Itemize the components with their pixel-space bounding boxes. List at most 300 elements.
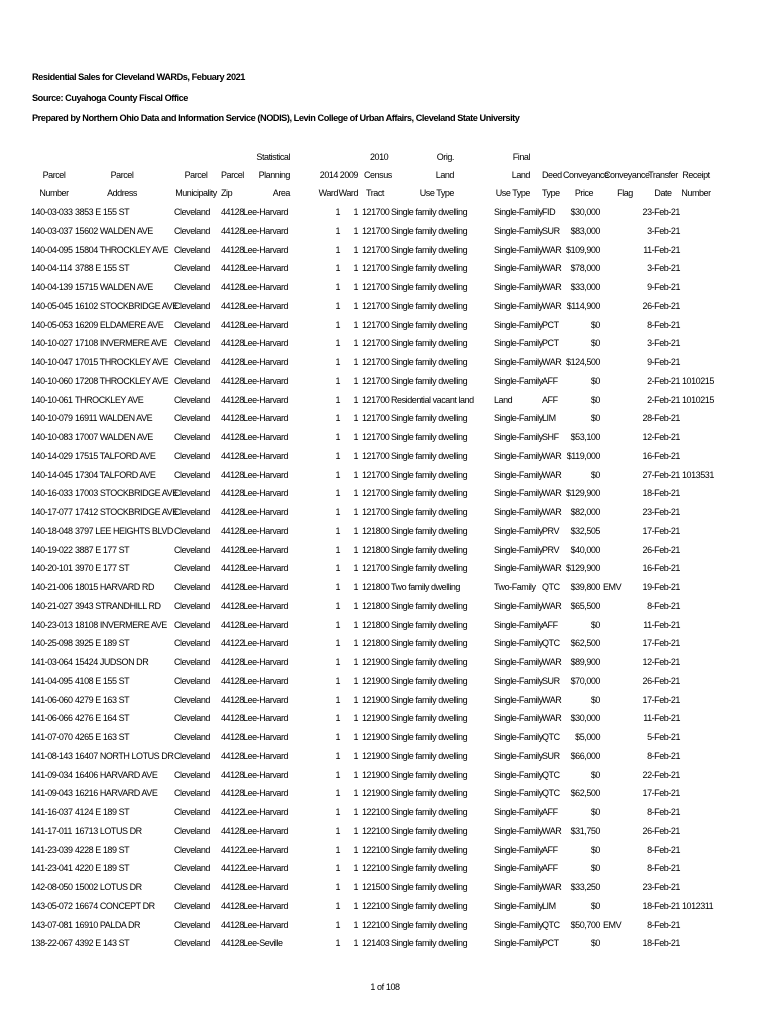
cell-final-land-use: Single-Family [494,600,543,611]
cell-ward-2014: 1 [335,619,340,630]
cell-ward-2014: 1 [335,825,340,836]
cell-conveyance-price: $66,000 [570,750,600,761]
cell-conveyance-price: $31,750 [570,825,600,836]
cell-planning-area: Lee-Harvard [243,432,289,442]
cell-conveyance-price: $114,900 [566,300,600,311]
cell-transfer-date: 8-Feb-21 [647,863,680,874]
cell-zip: 44128 [221,713,244,724]
cell-conveyance-flag: EMV [603,919,622,930]
cell-parcel-number: 140-20-101 [31,563,73,574]
cell-ward-2014: 1 [335,375,340,386]
cell-orig-land-use: Single family dwelling [391,282,468,292]
cell-zip: 44128 [221,563,244,574]
table-row [0,428,770,447]
cell-parcel-number: 141-06-060 [31,694,73,705]
cell-orig-land-use: Single family dwelling [391,207,468,217]
cell-parcel-number: 141-16-037 [31,807,73,817]
header-conveyance-flag: Conveyance Flag [604,170,650,198]
cell-parcel-address: 17208 THROCKLEY AVE [75,375,169,386]
cell-parcel-number: 143-05-072 [31,900,73,911]
cell-receipt-number: 1010215 [682,394,714,405]
cell-ward-2014: 1 [335,750,340,761]
cell-orig-land-use: Single family dwelling [391,525,468,536]
cell-parcel-number: 140-25-098 [31,638,73,649]
cell-orig-land-use: Single family dwelling [391,825,468,836]
cell-transfer-date: 11-Feb-21 [643,619,680,630]
cell-municipality: Cleveland [174,319,210,330]
cell-parcel-address: 17108 INVERMERE AVE [75,338,167,349]
cell-municipality: Cleveland [174,657,210,667]
cell-ward-2014: 1 [335,413,340,424]
cell-final-land-use: Single-Family [494,244,543,255]
cell-municipality: Cleveland [174,825,210,836]
cell-ward-2009: 1 [353,863,358,874]
cell-parcel-number: 140-03-033 [31,207,73,217]
cell-census-tract: 121700 [362,507,390,517]
cell-ward-2014: 1 [335,544,340,555]
cell-municipality: Cleveland [174,638,210,649]
cell-transfer-date: 9-Feb-21 [647,357,680,367]
cell-census-tract: 121800 [362,582,390,592]
cell-ward-2009: 1 [353,882,358,892]
cell-transfer-date: 26-Feb-21 [642,675,680,686]
cell-parcel-address: 16406 HARVARD AVE [75,769,158,780]
cell-conveyance-price: $33,250 [570,882,600,892]
cell-conveyance-price: $0 [590,863,600,874]
cell-deed-type: WAR [542,600,562,611]
cell-parcel-number: 141-23-039 [31,844,73,855]
cell-zip: 44122 [221,807,244,817]
cell-orig-land-use: Single family dwelling [391,657,468,667]
cell-deed-type: WAR [542,882,562,892]
cell-orig-land-use: Single family dwelling [391,619,468,630]
cell-ward-2009: 1 [353,582,358,592]
cell-conveyance-price: $0 [590,769,600,780]
cell-planning-area: Lee-Harvard [243,282,289,292]
cell-deed-type: QTC [542,638,560,649]
cell-final-land-use: Single-Family [494,300,543,311]
cell-transfer-date: 8-Feb-21 [647,600,680,611]
cell-final-land-use: Single-Family [494,807,543,817]
cell-ward-2009: 1 [353,357,358,367]
cell-municipality: Cleveland [174,807,210,817]
cell-conveyance-price: $0 [590,319,600,330]
cell-parcel-address: 17007 WALDEN AVE [75,432,153,442]
cell-deed-type: WAR [542,282,562,292]
table-row [0,316,770,335]
cell-planning-area: Lee-Harvard [243,225,289,236]
table-row [0,747,770,766]
cell-conveyance-price: $0 [590,844,600,855]
cell-municipality: Cleveland [174,432,210,442]
cell-municipality: Cleveland [174,713,210,724]
cell-orig-land-use: Single family dwelling [391,300,468,311]
cell-parcel-number: 140-04-114 [31,263,72,274]
cell-deed-type: SUR [542,750,560,761]
header-parcel-zip: Parcel Zip [221,170,244,198]
cell-planning-area: Lee-Harvard [243,300,289,311]
cell-conveyance-price: $0 [590,469,600,480]
cell-orig-land-use: Single family dwelling [391,919,468,930]
cell-deed-type: WAR [542,825,562,836]
cell-transfer-date: 8-Feb-21 [647,919,680,930]
cell-final-land-use: Single-Family [494,732,543,742]
cell-final-land-use: Single-Family [494,788,543,799]
report-source: Source: Cuyahoga County Fiscal Office [32,93,188,103]
cell-municipality: Cleveland [174,788,210,799]
cell-parcel-number: 140-21-027 [31,600,73,611]
cell-census-tract: 121700 [362,563,390,574]
cell-ward-2009: 1 [353,750,358,761]
cell-conveyance-price: $0 [590,807,600,817]
cell-municipality: Cleveland [174,469,210,480]
report-title: Residential Sales for Cleveland WARDs, Febuary 2021 [32,72,245,82]
cell-zip: 44128 [221,657,244,667]
header-ward-2009: 2009 Ward [338,170,358,198]
cell-transfer-date: 18-Feb-21 [642,900,680,911]
cell-parcel-address: 3797 LEE HEIGHTS BLVD [75,525,173,536]
cell-orig-land-use: Single family dwelling [391,469,468,480]
table-row [0,409,770,428]
cell-conveyance-price: $65,500 [570,600,600,611]
cell-census-tract: 121700 [362,488,390,499]
cell-final-land-use: Land [494,394,513,405]
cell-transfer-date: 2-Feb-21 [647,394,680,405]
table-row [0,672,770,691]
cell-deed-type: WAR [542,694,562,705]
cell-parcel-number: 140-10-060 [31,375,73,386]
cell-planning-area: Lee-Harvard [243,244,289,255]
cell-census-tract: 121900 [362,732,390,742]
cell-census-tract: 121900 [362,694,390,705]
cell-transfer-date: 12-Feb-21 [642,657,680,667]
cell-final-land-use: Single-Family [494,375,543,386]
cell-planning-area: Lee-Harvard [243,919,289,930]
cell-ward-2014: 1 [335,713,340,724]
cell-ward-2009: 1 [353,469,358,480]
cell-transfer-date: 3-Feb-21 [647,338,680,349]
cell-deed-type: QTC [542,919,560,930]
cell-municipality: Cleveland [174,207,210,217]
cell-census-tract: 121800 [362,638,390,649]
cell-final-land-use: Single-Family [494,225,543,236]
cell-deed-type: PCT [542,319,559,330]
cell-parcel-address: 3970 E 177 ST [75,563,130,574]
cell-census-tract: 121900 [362,657,390,667]
cell-planning-area: Lee-Harvard [243,394,289,405]
cell-ward-2009: 1 [353,919,358,930]
cell-parcel-number: 142-08-050 [31,882,73,892]
table-row [0,616,770,635]
cell-transfer-date: 8-Feb-21 [647,750,680,761]
cell-planning-area: Lee-Harvard [243,582,289,592]
table-row [0,803,770,822]
cell-ward-2014: 1 [335,507,340,517]
cell-orig-land-use: Single family dwelling [391,225,468,236]
cell-census-tract: 121700 [362,432,390,442]
cell-transfer-date: 11-Feb-21 [643,713,680,724]
cell-municipality: Cleveland [174,263,210,274]
cell-orig-land-use: Single family dwelling [391,338,468,349]
cell-transfer-date: 2-Feb-21 [647,375,680,386]
cell-deed-type: QTC [542,732,560,742]
cell-zip: 44128 [221,675,244,686]
cell-parcel-number: 140-19-022 [31,544,73,555]
cell-ward-2014: 1 [335,938,340,949]
cell-municipality: Cleveland [174,507,210,517]
cell-final-land-use: Single-Family [494,919,543,930]
cell-zip: 44128 [221,525,244,536]
cell-conveyance-price: $5,000 [575,732,600,742]
cell-orig-land-use: Single family dwelling [391,638,468,649]
cell-parcel-address: 16407 NORTH LOTUS DR [75,750,174,761]
cell-transfer-date: 27-Feb-21 [642,469,680,480]
cell-orig-land-use: Single family dwelling [391,375,468,386]
cell-ward-2014: 1 [335,563,340,574]
cell-ward-2009: 1 [353,432,358,442]
cell-transfer-date: 26-Feb-21 [642,825,680,836]
cell-zip: 44122 [221,844,244,855]
cell-zip: 44128 [221,319,244,330]
cell-transfer-date: 22-Feb-21 [642,769,680,780]
table-row [0,916,770,935]
cell-parcel-address: 16713 LOTUS DR [75,825,142,836]
cell-deed-type: QTC [542,788,560,799]
cell-conveyance-price: $0 [590,694,600,705]
cell-parcel-address: 3788 E 155 ST [75,263,130,274]
cell-zip: 44122 [221,638,244,649]
cell-zip: 44128 [221,338,244,349]
header-conveyance-price: Conveyance Price [563,170,609,198]
cell-deed-type: WAR [542,488,562,499]
cell-final-land-use: Single-Family [494,750,543,761]
cell-planning-area: Lee-Harvard [243,357,289,367]
cell-census-tract: 122100 [362,807,390,817]
cell-parcel-address: 4228 E 189 ST [75,844,130,855]
cell-municipality: Cleveland [174,563,210,574]
cell-orig-land-use: Residential vacant land [391,394,474,405]
cell-parcel-address: 4392 E 143 ST [75,938,130,949]
cell-deed-type: AFF [542,844,558,855]
cell-conveyance-price: $53,100 [570,432,600,442]
cell-orig-land-use: Single family dwelling [391,600,468,611]
header-transfer-date: Transfer Date [648,170,678,198]
cell-ward-2014: 1 [335,844,340,855]
cell-census-tract: 122100 [362,844,390,855]
report-prepared-by: Prepared by Northern Ohio Data and Information Service (NODIS), Levin College of Urban Affairs, Cleveland State University [32,113,520,123]
cell-conveyance-price: $0 [590,394,600,405]
cell-ward-2014: 1 [335,694,340,705]
cell-municipality: Cleveland [174,900,210,911]
cell-ward-2014: 1 [335,450,340,461]
header-parcel-number: Parcel Number [39,170,69,198]
cell-parcel-number: 141-09-043 [31,788,73,799]
cell-zip: 44128 [221,938,244,949]
cell-ward-2009: 1 [353,300,358,311]
cell-parcel-number: 140-05-053 [31,319,73,330]
table-row [0,222,770,241]
cell-parcel-address: THROCKLEY AVE [75,394,144,405]
cell-ward-2014: 1 [335,282,340,292]
table-row [0,334,770,353]
cell-deed-type: PRV [542,525,559,536]
cell-parcel-address: 17015 THROCKLEY AVE [75,357,169,367]
cell-transfer-date: 26-Feb-21 [642,300,680,311]
cell-planning-area: Lee-Harvard [243,900,289,911]
cell-ward-2014: 1 [335,807,340,817]
cell-orig-land-use: Single family dwelling [391,675,468,686]
cell-ward-2014: 1 [335,900,340,911]
cell-planning-area: Lee-Harvard [243,544,289,555]
cell-planning-area: Lee-Seville [243,938,283,949]
cell-conveyance-price: $119,000 [566,450,600,461]
cell-ward-2014: 1 [335,675,340,686]
table-row [0,578,770,597]
cell-orig-land-use: Single family dwelling [391,563,468,574]
cell-zip: 44128 [221,825,244,836]
cell-orig-land-use: Single family dwelling [391,319,468,330]
cell-municipality: Cleveland [174,600,210,611]
cell-final-land-use: Single-Family [494,675,543,686]
cell-parcel-number: 140-04-095 [31,244,73,255]
cell-conveyance-price: $109,900 [566,244,600,255]
cell-ward-2009: 1 [353,900,358,911]
cell-parcel-address: 4124 E 189 ST [75,807,130,817]
cell-conveyance-price: $0 [590,375,600,386]
cell-ward-2009: 1 [353,319,358,330]
table-row [0,353,770,372]
cell-zip: 44128 [221,263,244,274]
header-final-land-use: Final Land Use Type [495,152,530,198]
cell-zip: 44128 [221,432,244,442]
table-row [0,597,770,616]
cell-planning-area: Lee-Harvard [243,525,289,536]
cell-zip: 44128 [221,413,244,424]
cell-transfer-date: 17-Feb-21 [642,638,680,649]
table-row [0,297,770,316]
cell-municipality: Cleveland [174,282,210,292]
cell-orig-land-use: Single family dwelling [391,488,468,499]
cell-parcel-number: 141-23-041 [31,863,73,874]
cell-final-land-use: Single-Family [494,619,543,630]
cell-zip: 44128 [221,300,244,311]
cell-parcel-address: 4279 E 163 ST [75,694,130,705]
cell-planning-area: Lee-Harvard [243,413,289,424]
cell-final-land-use: Single-Family [494,938,543,949]
table-row [0,466,770,485]
cell-final-land-use: Single-Family [494,338,543,349]
cell-parcel-address: 16911 WALDEN AVE [75,413,153,424]
cell-planning-area: Lee-Harvard [243,375,289,386]
cell-transfer-date: 8-Feb-21 [647,807,680,817]
cell-parcel-address: 4276 E 164 ST [75,713,130,724]
cell-ward-2009: 1 [353,544,358,555]
cell-census-tract: 121700 [362,375,390,386]
cell-census-tract: 121800 [362,600,390,611]
cell-municipality: Cleveland [174,619,210,630]
cell-final-land-use: Single-Family [494,507,543,517]
cell-census-tract: 121900 [362,713,390,724]
table-row [0,372,770,391]
cell-parcel-address: 4220 E 189 ST [75,863,130,874]
cell-ward-2009: 1 [353,338,358,349]
cell-zip: 44128 [221,619,244,630]
cell-parcel-number: 141-17-011 [31,825,72,836]
cell-deed-type: WAR [542,507,562,517]
cell-census-tract: 121900 [362,788,390,799]
table-row [0,934,770,953]
cell-orig-land-use: Single family dwelling [391,732,468,742]
cell-deed-type: AFF [542,394,558,405]
cell-final-land-use: Single-Family [494,900,543,911]
cell-ward-2014: 1 [335,488,340,499]
cell-ward-2014: 1 [335,319,340,330]
header-planning-area: Statistical Planning Area [256,152,290,198]
cell-transfer-date: 9-Feb-21 [647,282,680,292]
cell-planning-area: Lee-Harvard [243,863,289,874]
cell-conveyance-price: $62,500 [570,638,600,649]
cell-deed-type: SUR [542,675,560,686]
cell-ward-2009: 1 [353,375,358,386]
table-row [0,709,770,728]
cell-planning-area: Lee-Harvard [243,563,289,574]
cell-parcel-address: 4108 E 155 ST [75,675,130,686]
cell-final-land-use: Single-Family [494,319,543,330]
cell-deed-type: WAR [542,300,562,311]
cell-transfer-date: 19-Feb-21 [642,582,680,592]
cell-census-tract: 121700 [362,338,390,349]
cell-zip: 44128 [221,225,244,236]
cell-final-land-use: Single-Family [494,863,543,874]
cell-census-tract: 121700 [362,450,390,461]
cell-zip: 44128 [221,694,244,705]
cell-final-land-use: Single-Family [494,563,543,574]
cell-parcel-number: 140-14-029 [31,450,73,461]
cell-ward-2014: 1 [335,207,340,217]
cell-transfer-date: 8-Feb-21 [647,319,680,330]
cell-parcel-address: 16102 STOCKBRIDGE AVE [75,300,178,311]
cell-parcel-address: 15002 LOTUS DR [75,882,142,892]
table-row [0,859,770,878]
cell-orig-land-use: Single family dwelling [391,938,468,949]
cell-deed-type: WAR [542,469,562,480]
cell-ward-2014: 1 [335,732,340,742]
cell-parcel-address: 3943 STRANDHILL RD [75,600,161,611]
cell-deed-type: AFF [542,619,558,630]
cell-deed-type: SUR [542,225,560,236]
cell-census-tract: 121500 [362,882,390,892]
cell-transfer-date: 23-Feb-21 [642,207,680,217]
cell-ward-2014: 1 [335,769,340,780]
cell-census-tract: 122100 [362,900,390,911]
cell-ward-2009: 1 [353,619,358,630]
cell-transfer-date: 17-Feb-21 [642,525,680,536]
cell-planning-area: Lee-Harvard [243,750,289,761]
cell-deed-type: PCT [542,338,559,349]
cell-conveyance-price: $62,500 [570,788,600,799]
cell-parcel-number: 140-14-045 [31,469,73,480]
table-row [0,203,770,222]
cell-parcel-number: 140-16-033 [31,488,73,499]
cell-ward-2014: 1 [335,244,340,255]
cell-conveyance-price: $30,000 [570,207,600,217]
header-parcel-address: Parcel Address [107,170,137,198]
cell-conveyance-price: $0 [590,619,600,630]
cell-planning-area: Lee-Harvard [243,882,289,892]
cell-ward-2009: 1 [353,732,358,742]
cell-planning-area: Lee-Harvard [243,600,289,611]
header-parcel-municipality: Parcel Municipality [175,170,217,198]
